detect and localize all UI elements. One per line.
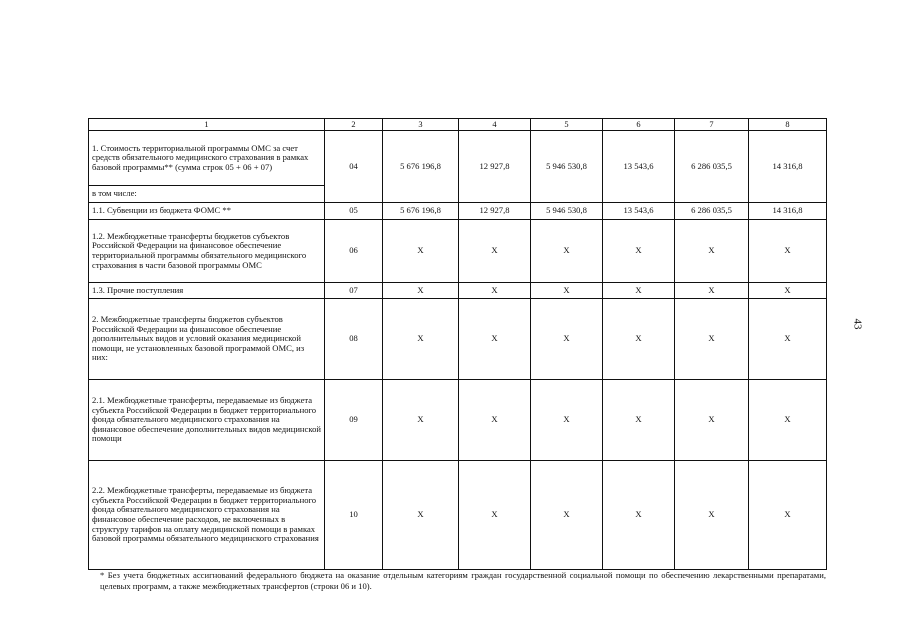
financing-table [88, 118, 827, 570]
row-value: 5 676 196,8 [383, 131, 459, 203]
row-value: X [603, 380, 675, 461]
row-code: 05 [325, 203, 383, 220]
row-value: X [531, 461, 603, 570]
row-value: X [531, 283, 603, 299]
row-value: X [603, 220, 675, 283]
table-row [89, 131, 827, 186]
row-value: X [749, 220, 827, 283]
row-value: X [531, 380, 603, 461]
row-value: X [459, 283, 531, 299]
row-name: 1.1. Субвенции из бюджета ФОМС ** [89, 203, 325, 220]
row-name: 2. Межбюджетные трансферты бюджетов субъектов Российской Федерации на финансовое обеспечение дополнительных видов и условий оказания медицинской помощи, не установленных базовой программой ОМС, из них: [89, 299, 325, 380]
row-code: 04 [325, 131, 383, 203]
subheader-label: в том числе: [89, 186, 325, 203]
row-value: X [603, 461, 675, 570]
column-header: 7 [675, 119, 749, 131]
row-value: X [675, 299, 749, 380]
row-value: X [749, 380, 827, 461]
row-code: 07 [325, 283, 383, 299]
column-header: 1 [89, 119, 325, 131]
column-header: 3 [383, 119, 459, 131]
row-value: 14 316,8 [749, 203, 827, 220]
table-row [89, 220, 827, 283]
row-value: X [383, 299, 459, 380]
column-header: 6 [603, 119, 675, 131]
row-value: X [675, 220, 749, 283]
table-row [89, 203, 827, 220]
row-value: 5 676 196,8 [383, 203, 459, 220]
column-number-row [89, 119, 827, 131]
row-value: 6 286 035,5 [675, 203, 749, 220]
row-value: 6 286 035,5 [675, 131, 749, 203]
row-value: X [383, 461, 459, 570]
row-name: 2.2. Межбюджетные трансферты, передаваемые из бюджета субъекта Российской Федерации в бюджет территориального фонда обязательного медицинского страхования на финансовое обеспечение расходов, не включенных в структуру тарифов на оплату медицинской помощи в рамках базовой программы обязательного медицинского страхования [89, 461, 325, 570]
row-value: X [749, 299, 827, 380]
table-row [89, 299, 827, 380]
row-value: X [603, 283, 675, 299]
row-value: X [383, 283, 459, 299]
row-value: 13 543,6 [603, 203, 675, 220]
row-name: 2.1. Межбюджетные трансферты, передаваемые из бюджета субъекта Российской Федерации в бюджет территориального фонда обязательного медицинского страхования на финансовое обеспечение дополнительных видов медицинской помощи [89, 380, 325, 461]
row-value: X [459, 461, 531, 570]
row-name: 1. Стоимость территориальной программы ОМС за счет средств обязательного медицинского страхования в рамках базовой программы** (сумма строк 05 + 06 + 07) [89, 131, 325, 186]
row-value: X [675, 461, 749, 570]
row-value: X [675, 380, 749, 461]
column-header: 8 [749, 119, 827, 131]
column-header: 5 [531, 119, 603, 131]
row-value: X [459, 299, 531, 380]
row-value: 12 927,8 [459, 131, 531, 203]
row-value: 14 316,8 [749, 131, 827, 203]
table-row [89, 283, 827, 299]
row-value: X [383, 380, 459, 461]
row-value: X [675, 283, 749, 299]
table-row [89, 461, 827, 570]
row-value: X [459, 380, 531, 461]
row-code: 06 [325, 220, 383, 283]
row-value: X [531, 299, 603, 380]
row-value: X [603, 299, 675, 380]
page-number: 43 [851, 318, 864, 330]
table-row [89, 380, 827, 461]
row-value: X [383, 220, 459, 283]
row-value: X [749, 283, 827, 299]
row-value: X [749, 461, 827, 570]
row-code: 10 [325, 461, 383, 570]
row-name: 1.3. Прочие поступления [89, 283, 325, 299]
row-name: 1.2. Межбюджетные трансферты бюджетов субъектов Российской Федерации на финансовое обеспечение территориальной программы обязательного медицинского страхования в части базовой программы ОМС [89, 220, 325, 283]
row-code: 09 [325, 380, 383, 461]
row-value: 13 543,6 [603, 131, 675, 203]
column-header: 4 [459, 119, 531, 131]
footnote: * Без учета бюджетных ассигнований федерального бюджета на оказание отдельным категориям граждан государственной социальной помощи по обеспечению лекарственными препаратами, целевых программ, а также межбюджетных трансфертов (строки 06 и 10). [100, 570, 826, 592]
row-code: 08 [325, 299, 383, 380]
column-header: 2 [325, 119, 383, 131]
row-value: 12 927,8 [459, 203, 531, 220]
row-value: 5 946 530,8 [531, 203, 603, 220]
row-value: X [459, 220, 531, 283]
row-value: 5 946 530,8 [531, 131, 603, 203]
row-value: X [531, 220, 603, 283]
